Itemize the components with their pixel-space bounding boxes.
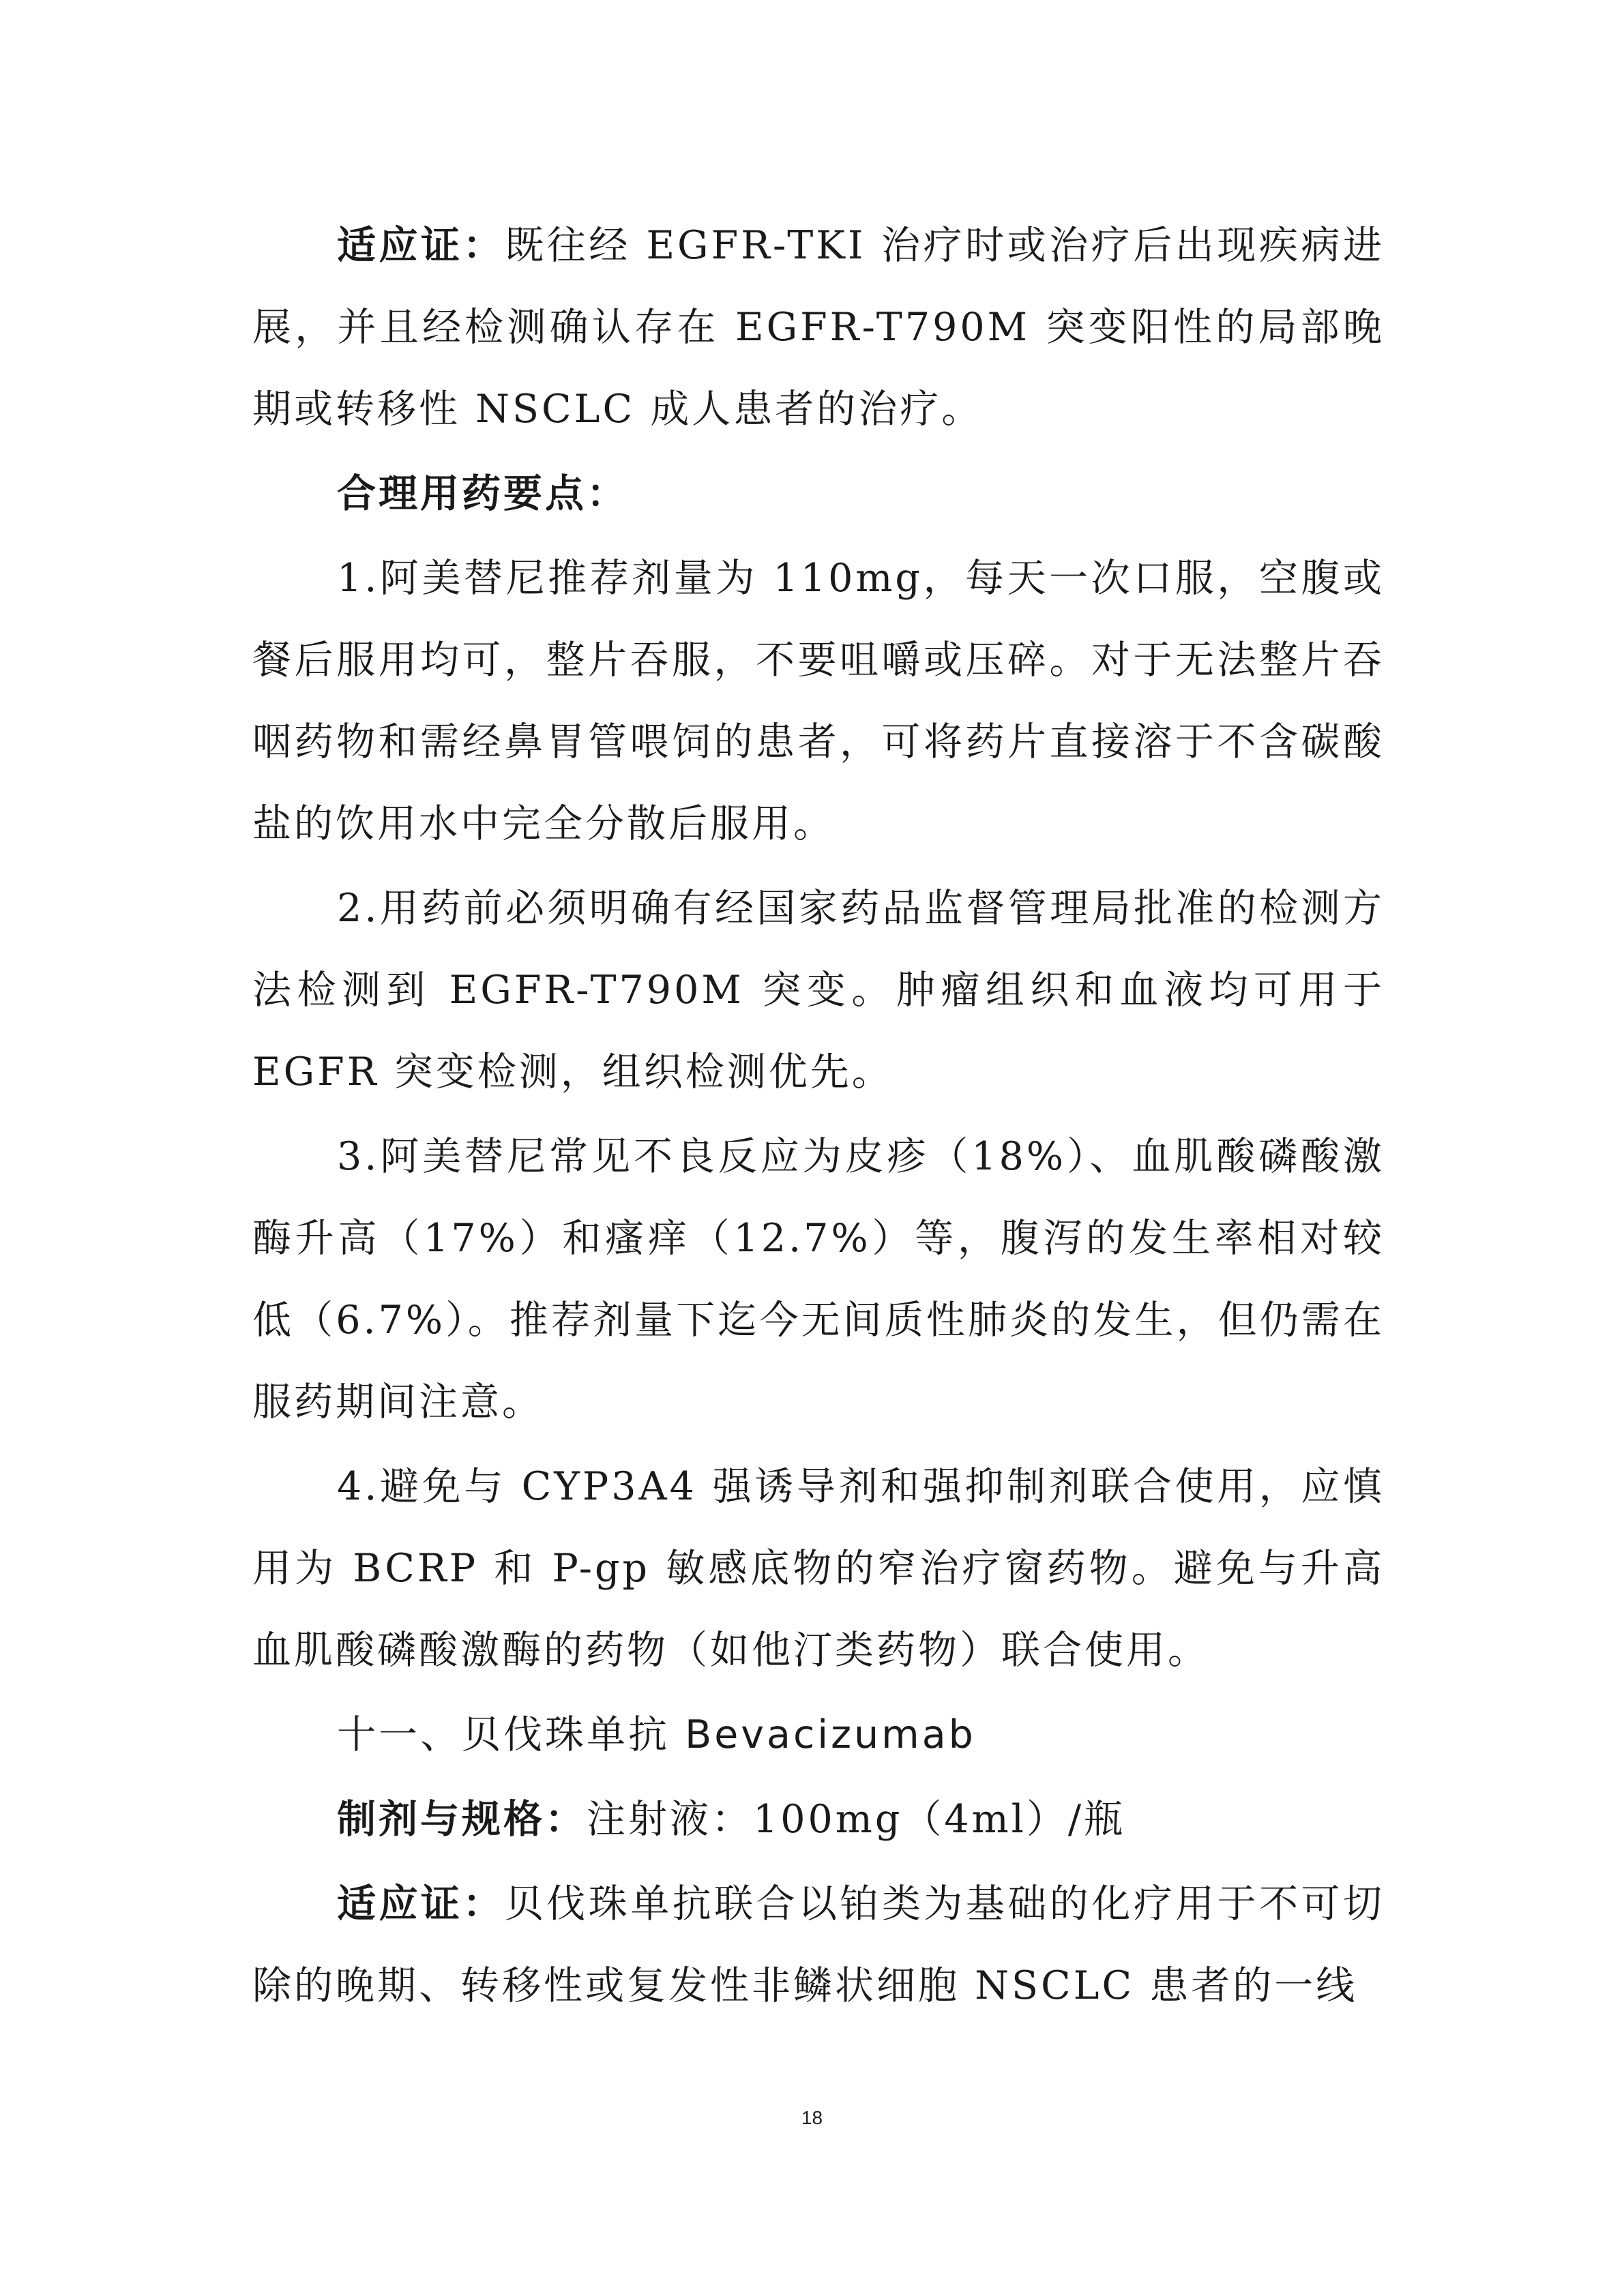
rational-use-label: 合理用药要点： <box>337 471 628 516</box>
point-3-paragraph <box>252 1116 1385 1443</box>
point-2-paragraph <box>252 867 1385 1113</box>
indication-paragraph <box>252 205 1385 450</box>
indication-label: 适应证： <box>337 223 505 268</box>
point-1-text: 1.阿美替尼推荐剂量为 110mg，每天一次口服，空腹或餐后服用均可，整片吞服，不要咀嚼或压碎。对于无法整片吞咽药物和需经鼻胃管喂饲的患者，可将药片直接溶于不含碳酸盐的饮用水中完全分散后服用。 <box>252 556 1385 846</box>
section-heading-text: 十一、贝伐珠单抗 Bevacizumab <box>337 1712 976 1757</box>
bevacizumab-indication-text: 贝伐珠单抗联合以铂类为基础的化疗用于不可切除的晚期、转移性或复发性非鳞状细胞 NSCLC 患者的一线 <box>252 1881 1385 2008</box>
document-body <box>252 205 1385 2029</box>
point-4-text: 4.避免与 CYP3A4 强诱导剂和强抑制剂联合使用，应慎用为 BCRP 和 P-gp 敏感底物的窄治疗窗药物。避免与升高血肌酸磷酸激酶的药物（如他汀类药物）联合使用。 <box>252 1464 1385 1673</box>
rational-use-heading <box>252 453 1385 535</box>
point-3-text: 3.阿美替尼常见不良反应为皮疹（18%）、血肌酸磷酸激酶升高（17%）和瘙痒（12.7%）等，腹泻的发生率相对较低（6.7%）。推荐剂量下迄今无间质性肺炎的发生，但仍需在服药期间注意。 <box>252 1134 1385 1425</box>
formulation-paragraph <box>252 1778 1385 1860</box>
bevacizumab-indication-label: 适应证： <box>337 1881 505 1926</box>
page-number: 18 <box>801 2107 823 2128</box>
indication-text: 既往经 EGFR-TKI 治疗时或治疗后出现疾病进展，并且经检测确认存在 EGFR-T790M 突变阳性的局部晚期或转移性 NSCLC 成人患者的治疗。 <box>252 223 1385 432</box>
formulation-label: 制剂与规格： <box>337 1797 587 1842</box>
bevacizumab-indication-paragraph <box>252 1863 1385 2027</box>
section-heading-bevacizumab <box>252 1694 1385 1776</box>
point-4-paragraph <box>252 1446 1385 1691</box>
point-1-paragraph <box>252 537 1385 865</box>
point-2-text: 2.用药前必须明确有经国家药品监督管理局批准的检测方法检测到 EGFR-T790M 突变。肿瘤组织和血液均可用于 EGFR 突变检测，组织检测优先。 <box>252 886 1385 1094</box>
formulation-text: 注射液：100mg（4ml）/瓶 <box>587 1797 1126 1842</box>
